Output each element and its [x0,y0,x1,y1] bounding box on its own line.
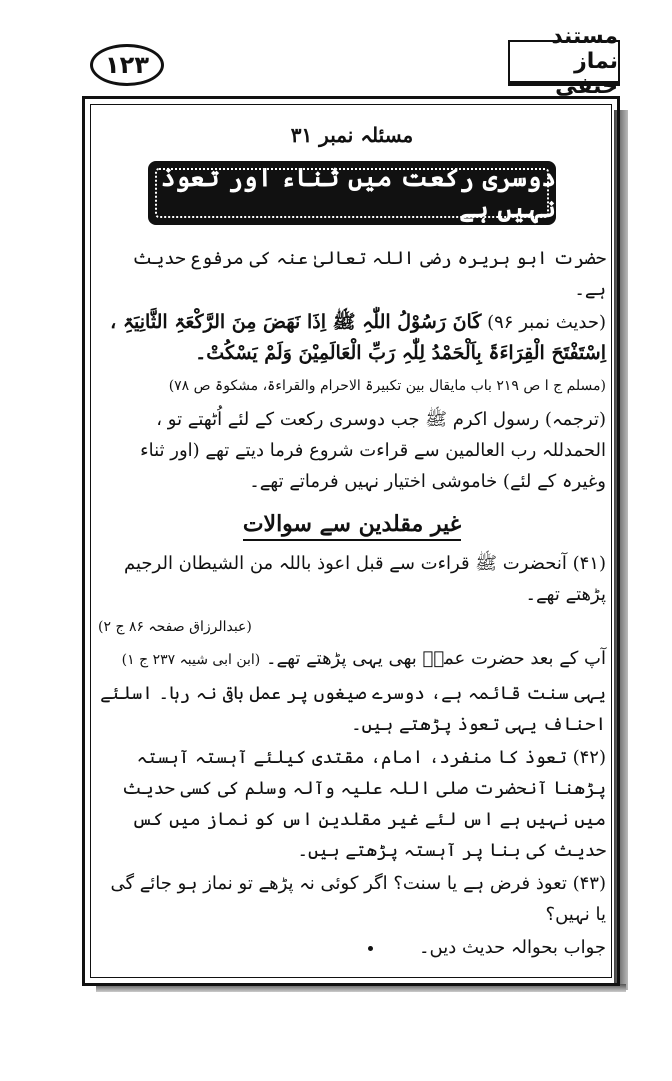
issue-label: مسئلہ نمبر ۳۱ [290,123,414,147]
question-41-reference2: (ابن ابی شیبہ ۲۳۷ ج ۱) [121,652,261,668]
question-41-line2 [98,643,606,676]
hadith-arabic: کَانَ رَسُوْلُ اللّٰہِ ﷺ اِذَا نَھَضَ مِنَ الرَّکْعَۃِ الثَّانِیَۃِ ، اِسْتَفْتَحَ الْقِرَاءَۃَ بِاَلْحَمْدُ لِلّٰہِ رَبِّ الْعَالَمِیْنَ وَلَمْ یَسْکُتْ۔ [110,311,606,364]
question-43: (۴۳) تعوذ فرض ہے یا سنت؟ اگر کوئی نہ پڑھے تو نماز ہو جائے گی یا نہیں؟ [110,873,606,925]
questions-heading-text: غیر مقلدین سے سوالات [243,511,461,541]
book-title: مستند نماز حنفی [508,40,620,86]
hadith-translation: (ترجمہ) رسول اکرم ﷺ جب دوسری رکعت کے لئے اُٹھتے تو ، الحمدللہ رب العالمین سے قراءت شروع فرما دیتے تھے (اور ثناء وغیرہ کے لئے) خاموشی اختیار نہیں فرماتے تھے۔ [140,409,606,492]
end-dot [368,946,373,951]
question-43-answer-line [98,932,606,963]
hadith-reference: (مسلم ج ا ص ۲۱۹ باب مایقال بین تکبیرۃ الاحرام والقراءۃ، مشکوۃ ص ۷۸) [168,378,606,394]
question-41: (۴۱) آنحضرت ﷺ قراءت سے قبل اعوذ باللہ من الشیطان الرجیم پڑھتے تھے۔ [124,553,606,605]
question-43-answer: جواب بحوالہ حدیث دیں۔ [418,937,606,958]
question-42: (۴۲) تعوذ کا منفرد، امام، مقتدی کیلئے آہستہ آہستہ پڑھنا آنحضرت صلی اللہ علیہ وآلہ وسلم کی کسی حدیث میں نہیں ہے اس لئے غیر مقلدین اس کو نماز میں کس حدیث کی بنا پر آہستہ پڑھتے ہیں۔ [122,747,606,861]
question-41-text2: آپ کے بعد حضرت عمرؓ بھی یہی پڑھتے تھے۔ [265,648,606,669]
questions-heading [98,509,606,540]
intro-text: حضرت ابو ہریرہ رضی اللہ تعالیٰ عنہ کی مرفوع حدیث ہے۔ [132,248,606,300]
page-content [98,120,606,965]
hadith-number: (حدیث نمبر ۹۶) [487,312,606,333]
hadith-block [98,307,606,369]
question-41-text3: یہی سنت قائمہ ہے، دوسرے صیغوں پر عمل باقی نہ رہا۔ اسلئے احناف یہی تعوذ پڑھتے ہیں۔ [100,683,606,735]
issue-title: دوسری رکعت میں ثناء اور تعوذ نہیں ہے [160,163,556,223]
question-41-reference: (عبدالرزاق صفحہ ۸۶ ج ۲) [98,619,252,635]
issue-title-banner [148,161,556,225]
page-number: ۱۲۳ [90,44,164,86]
